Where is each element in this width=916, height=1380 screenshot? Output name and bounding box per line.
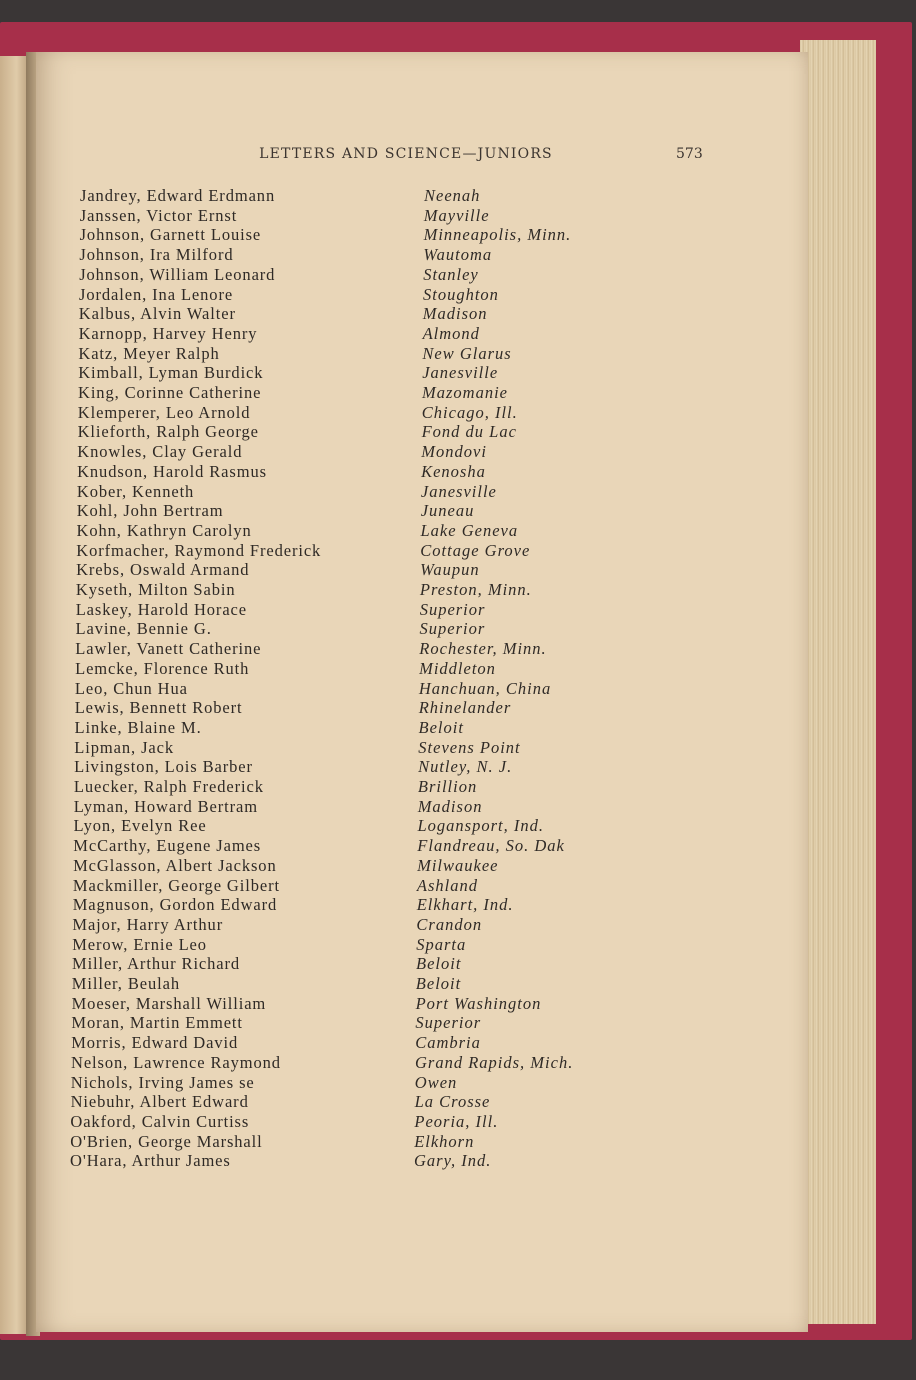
hometown: Flandreau, So. Dak (417, 836, 565, 856)
hometown: Janesville (420, 481, 497, 501)
list-item (76, 560, 848, 580)
student-name: Knudson, Harold Rasmus (77, 461, 267, 481)
list-item (77, 501, 849, 521)
list-item (74, 757, 846, 777)
student-name: Lipman, Jack (74, 737, 174, 757)
list-item (77, 521, 849, 541)
student-name: Johnson, William Leonard (79, 264, 276, 284)
hometown: Hanchuan, China (418, 678, 552, 698)
student-name: Lawler, Vanett Catherine (75, 639, 262, 659)
list-item (80, 225, 852, 245)
student-name: Lavine, Bennie G. (75, 619, 212, 639)
hometown: Cottage Grove (420, 540, 531, 560)
hometown: Beloit (416, 954, 462, 974)
student-name: Major, Harry Arthur (72, 914, 224, 934)
list-item (75, 718, 847, 738)
hometown: Gary, Ind. (414, 1151, 492, 1171)
list-item (78, 422, 850, 442)
hometown: Stanley (423, 264, 479, 284)
list-item (70, 1112, 842, 1132)
list-item (78, 363, 850, 383)
student-name: Johnson, Ira Milford (79, 245, 234, 265)
hometown: Madison (417, 796, 483, 816)
hometown: Janesville (422, 363, 499, 383)
list-item (70, 1151, 842, 1171)
hometown: Mayville (423, 205, 490, 225)
page-number: 573 (676, 146, 703, 162)
list-item (74, 738, 846, 758)
list-item (74, 797, 846, 817)
student-name: Kyseth, Milton Sabin (75, 580, 236, 599)
student-name: Oakford, Calvin Curtiss (70, 1111, 250, 1131)
list-item (79, 324, 851, 344)
hometown: Waupun (420, 560, 480, 580)
hometown: Superior (419, 599, 486, 619)
hometown: Juneau (420, 501, 475, 521)
hometown: Logansport, Ind. (417, 816, 544, 836)
student-name: McGlasson, Albert Jackson (73, 855, 277, 875)
student-name: Krebs, Oswald Armand (76, 560, 250, 580)
list-item (73, 856, 845, 876)
student-name: Kalbus, Alvin Walter (78, 304, 236, 324)
student-name: Janssen, Victor Ernst (79, 205, 238, 225)
hometown: Rochester, Minn. (419, 639, 547, 659)
student-name: Johnson, Garnett Louise (79, 225, 262, 245)
hometown: Superior (415, 1013, 482, 1033)
student-name: Lyman, Howard Bertram (73, 796, 258, 816)
hometown: Minneapolis, Minn. (423, 225, 572, 245)
hometown: Fond du Lac (421, 422, 517, 442)
hometown: Nutley, N. J. (418, 757, 513, 777)
student-name: Kober, Kenneth (76, 481, 195, 501)
list-item (73, 876, 845, 896)
list-item (75, 679, 847, 699)
hometown: Neenah (424, 186, 481, 205)
hometown: Beloit (418, 717, 464, 737)
student-name: Knowles, Clay Gerald (77, 442, 243, 462)
list-item (71, 1053, 843, 1073)
student-name: Lyon, Evelyn Ree (73, 816, 207, 836)
hometown: Mazomanie (422, 383, 508, 402)
list-item (72, 994, 844, 1014)
hometown: Superior (419, 619, 486, 639)
list-item (75, 659, 847, 679)
list-item (71, 1092, 843, 1112)
list-item (80, 186, 852, 206)
book-page (36, 52, 808, 1332)
student-name: Niebuhr, Albert Edward (70, 1092, 249, 1112)
list-item (72, 954, 844, 974)
hometown: Elkhart, Ind. (416, 895, 514, 915)
student-name: Korfmacher, Raymond Frederick (76, 540, 322, 560)
student-name: O'Brien, George Marshall (70, 1131, 263, 1151)
student-name: Laskey, Harold Horace (75, 599, 247, 619)
student-name: Lewis, Bennett Robert (74, 698, 243, 718)
list-item (73, 895, 845, 915)
student-name: Livingston, Lois Barber (74, 757, 253, 777)
list-item (74, 816, 846, 836)
list-item (75, 639, 847, 659)
student-name: Morris, Edward David (71, 1033, 239, 1053)
student-name: McCarthy, Eugene James (73, 836, 262, 856)
hometown: Peoria, Ill. (414, 1111, 499, 1131)
student-name: Miller, Beulah (71, 974, 180, 993)
list-item (72, 974, 844, 994)
list-item (71, 1033, 843, 1053)
hometown: Brillion (417, 777, 478, 796)
hometown: Rhinelander (418, 698, 512, 718)
student-name: Moran, Martin Emmett (71, 1013, 243, 1033)
list-item (72, 935, 844, 955)
hometown: Crandon (416, 914, 483, 934)
student-name: Karnopp, Harvey Henry (78, 323, 258, 343)
list-item (79, 285, 851, 305)
hometown: La Crosse (414, 1092, 491, 1112)
list-item (76, 619, 848, 639)
student-name: Jandrey, Edward Erdmann (80, 186, 276, 205)
student-name: Nelson, Lawrence Raymond (71, 1052, 281, 1072)
list-item (77, 482, 849, 502)
list-item (79, 265, 851, 285)
list-item (74, 777, 846, 797)
hometown: Cambria (415, 1033, 481, 1053)
list-item (78, 403, 850, 423)
hometown: Middleton (419, 658, 496, 678)
list-item (70, 1132, 842, 1152)
student-name: Moeser, Marshall William (71, 993, 267, 1013)
hometown: Sparta (416, 934, 467, 954)
student-name: Merow, Ernie Leo (72, 934, 207, 954)
student-name: Miller, Arthur Richard (72, 954, 241, 974)
hometown: New Glarus (422, 343, 512, 363)
list-item (76, 541, 848, 561)
hometown: Mondovi (421, 442, 487, 462)
hometown: Owen (414, 1072, 458, 1092)
student-name: Klieforth, Ralph George (77, 422, 259, 442)
list-item (77, 462, 849, 482)
hometown: Milwaukee (417, 855, 499, 875)
list-item (76, 580, 848, 600)
student-name: Kohl, John Bertram (76, 501, 224, 521)
student-name: Lemcke, Florence Ruth (75, 658, 250, 678)
list-item (79, 304, 851, 324)
hometown: Stevens Point (418, 737, 521, 757)
hometown: Wautoma (423, 245, 493, 265)
student-name: Kimball, Lyman Burdick (78, 363, 264, 383)
student-name: Klemperer, Leo Arnold (77, 402, 251, 422)
hometown: Stoughton (423, 284, 499, 304)
student-name: King, Corinne Catherine (78, 383, 262, 402)
running-head: LETTERS AND SCIENCE—JUNIORS (259, 146, 553, 162)
student-name: Mackmiller, George Gilbert (72, 875, 280, 895)
list-item (78, 383, 850, 403)
hometown: Lake Geneva (420, 520, 519, 540)
student-name: O'Hara, Arthur James (70, 1151, 231, 1171)
list-item (79, 245, 851, 265)
list-item (76, 600, 848, 620)
student-name: Nichols, Irving James se (70, 1072, 255, 1092)
hometown: Port Washington (415, 993, 542, 1013)
student-name: Katz, Meyer Ralph (78, 343, 220, 363)
student-name: Magnuson, Gordon Edward (72, 895, 278, 915)
student-name: Luecker, Ralph Frederick (73, 777, 264, 796)
hometown: Preston, Minn. (419, 580, 532, 599)
list-item (75, 698, 847, 718)
student-name: Linke, Blaine M. (74, 717, 202, 737)
hometown: Kenosha (421, 461, 486, 481)
hometown: Chicago, Ill. (421, 402, 518, 422)
list-item (71, 1013, 843, 1033)
list-item (80, 206, 852, 226)
hometown: Madison (422, 304, 488, 324)
list-item (78, 344, 850, 364)
student-name: Kohn, Kathryn Carolyn (76, 520, 252, 540)
student-name: Leo, Chun Hua (74, 678, 188, 698)
list-item (73, 836, 845, 856)
hometown: Almond (422, 323, 480, 343)
hometown: Ashland (416, 875, 478, 895)
hometown: Grand Rapids, Mich. (415, 1052, 574, 1072)
list-item (72, 915, 844, 935)
student-name: Jordalen, Ina Lenore (79, 284, 234, 304)
list-item (77, 442, 849, 462)
hometown: Beloit (415, 974, 462, 993)
list-item (71, 1073, 843, 1093)
hometown: Elkhorn (414, 1131, 475, 1151)
